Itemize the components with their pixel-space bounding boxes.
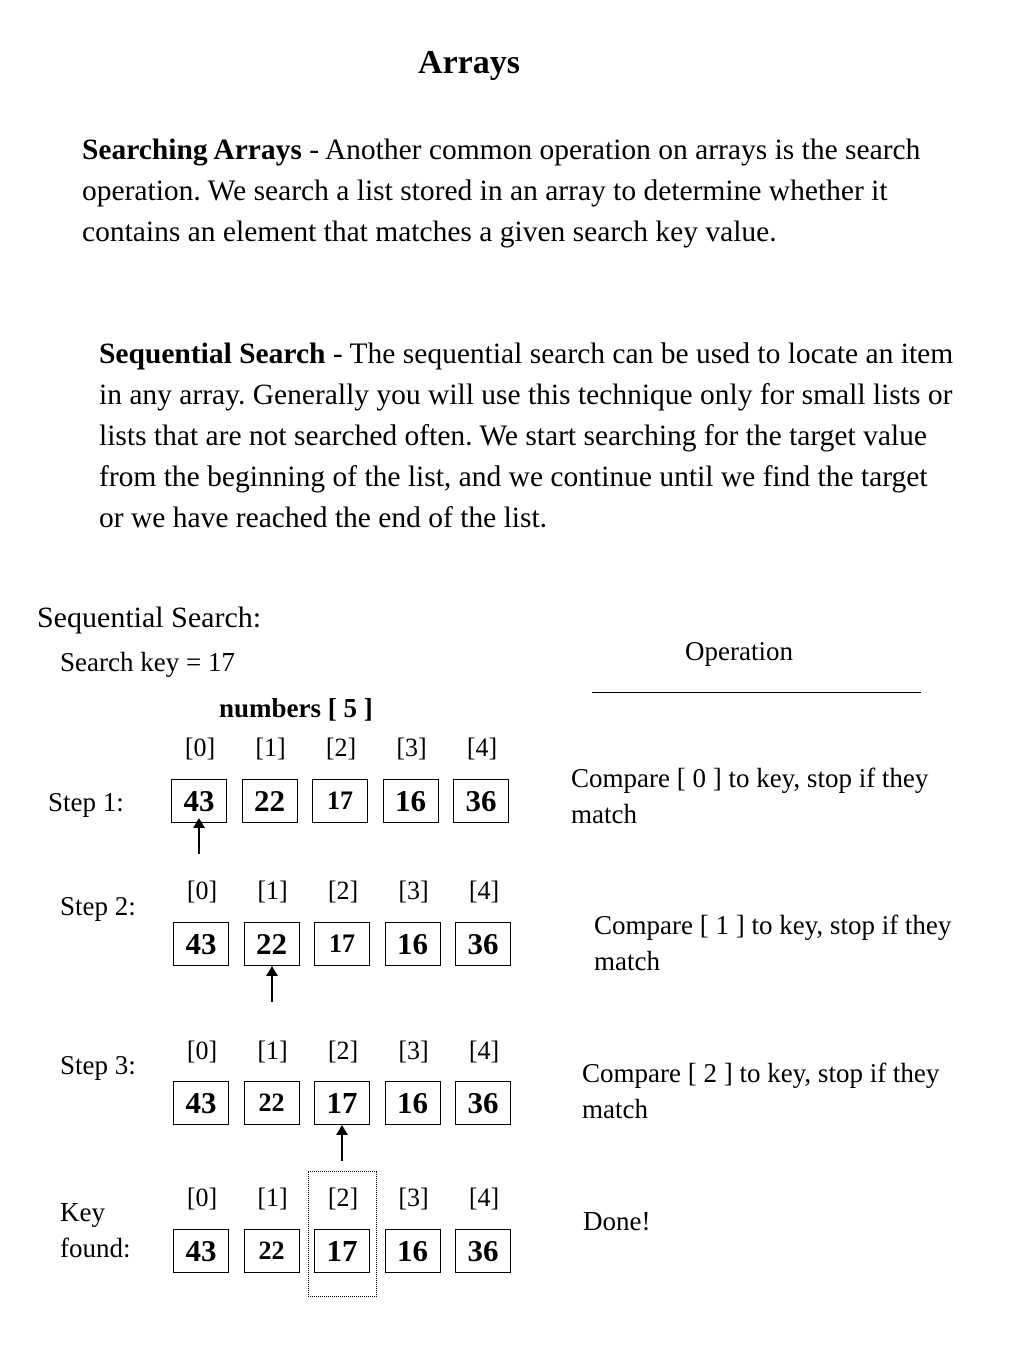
array-index-label: [3] xyxy=(398,1183,429,1212)
array-index-label: [4] xyxy=(466,733,498,762)
step-label: Step 3: xyxy=(60,1050,136,1080)
sequential-search-term: Sequential Search xyxy=(99,338,326,370)
step-label: Step 2: xyxy=(60,891,136,921)
array-index-label: [1] xyxy=(255,733,286,762)
operation-header-rule xyxy=(592,692,921,693)
array-index-label: [2] xyxy=(327,1183,359,1212)
array-cell: 16 xyxy=(385,922,441,966)
array-cell: 16 xyxy=(383,779,439,823)
array-cell: 22 xyxy=(244,1081,300,1125)
sequential-search-text: - The sequential search can be used to locate an item in any array. Generally you will use this technique only for small lists or lists that are not searched often. We start searching for the target value from the beginning of the list, and we continue until we find the target or we have reached the end of the list. xyxy=(99,338,954,534)
array-cell: 17 xyxy=(312,779,368,823)
array-cell: 36 xyxy=(455,1229,511,1273)
search-key-label: Search key = 17 xyxy=(60,647,235,677)
array-cell: 22 xyxy=(244,1229,300,1273)
searching-arrays-term: Searching Arrays xyxy=(82,134,302,166)
array-cell: 17 xyxy=(314,922,370,966)
array-index-label: [3] xyxy=(398,1036,429,1065)
operation-text: Done! xyxy=(583,1206,651,1236)
found-element-highlight xyxy=(308,1171,377,1297)
array-cell: 22 xyxy=(244,922,300,966)
array-index-label: [2] xyxy=(325,733,357,762)
array-cell: 22 xyxy=(242,779,298,823)
searching-arrays-text: - Another common operation on arrays is the search operation. We search a list stored in an array to determine whether it contains an element that matches a given search key value. xyxy=(82,134,921,248)
array-cell: 36 xyxy=(455,1081,511,1125)
operation-text: Compare [ 2 ] to key, stop if they match xyxy=(582,1058,940,1124)
array-cell: 43 xyxy=(173,1229,229,1273)
array-index-label: [4] xyxy=(468,1183,500,1212)
operation-text: Compare [ 0 ] to key, stop if they match xyxy=(571,763,929,829)
array-index-label: [4] xyxy=(468,1036,500,1065)
operation-text: Compare [ 1 ] to key, stop if they match xyxy=(594,910,952,976)
array-index-label: [1] xyxy=(257,1183,288,1212)
step-label: Step 1: xyxy=(48,787,124,817)
sequential-search-paragraph xyxy=(99,334,959,539)
step-label: Key found: xyxy=(60,1197,131,1263)
array-cell: 16 xyxy=(385,1229,441,1273)
array-index-label: [2] xyxy=(327,876,359,905)
array-cell: 16 xyxy=(385,1081,441,1125)
array-cell: 43 xyxy=(171,779,227,823)
array-cell: 43 xyxy=(173,922,229,966)
diagram-heading: Sequential Search: xyxy=(37,601,262,634)
pointer-arrow-icon xyxy=(266,966,278,1002)
array-index-label: [4] xyxy=(468,876,500,905)
array-cell: 36 xyxy=(455,922,511,966)
operation-header: Operation xyxy=(685,636,793,666)
array-index-label: [0] xyxy=(186,1036,218,1065)
array-cell: 17 xyxy=(314,1229,370,1273)
pointer-arrow-icon xyxy=(336,1125,348,1161)
pointer-arrow-icon xyxy=(193,818,205,854)
array-cell: 36 xyxy=(453,779,509,823)
page-title: Arrays xyxy=(418,44,520,81)
array-index-label: [1] xyxy=(257,1036,288,1065)
array-name: numbers [ 5 ] xyxy=(219,693,373,723)
array-index-label: [2] xyxy=(327,1036,359,1065)
array-index-label: [0] xyxy=(184,733,216,762)
array-cell: 17 xyxy=(314,1081,370,1125)
array-index-label: [0] xyxy=(186,1183,218,1212)
array-index-label: [3] xyxy=(396,733,427,762)
array-index-label: [0] xyxy=(186,876,218,905)
array-cell: 43 xyxy=(173,1081,229,1125)
array-index-label: [3] xyxy=(398,876,429,905)
searching-arrays-paragraph xyxy=(82,130,952,253)
array-index-label: [1] xyxy=(257,876,288,905)
